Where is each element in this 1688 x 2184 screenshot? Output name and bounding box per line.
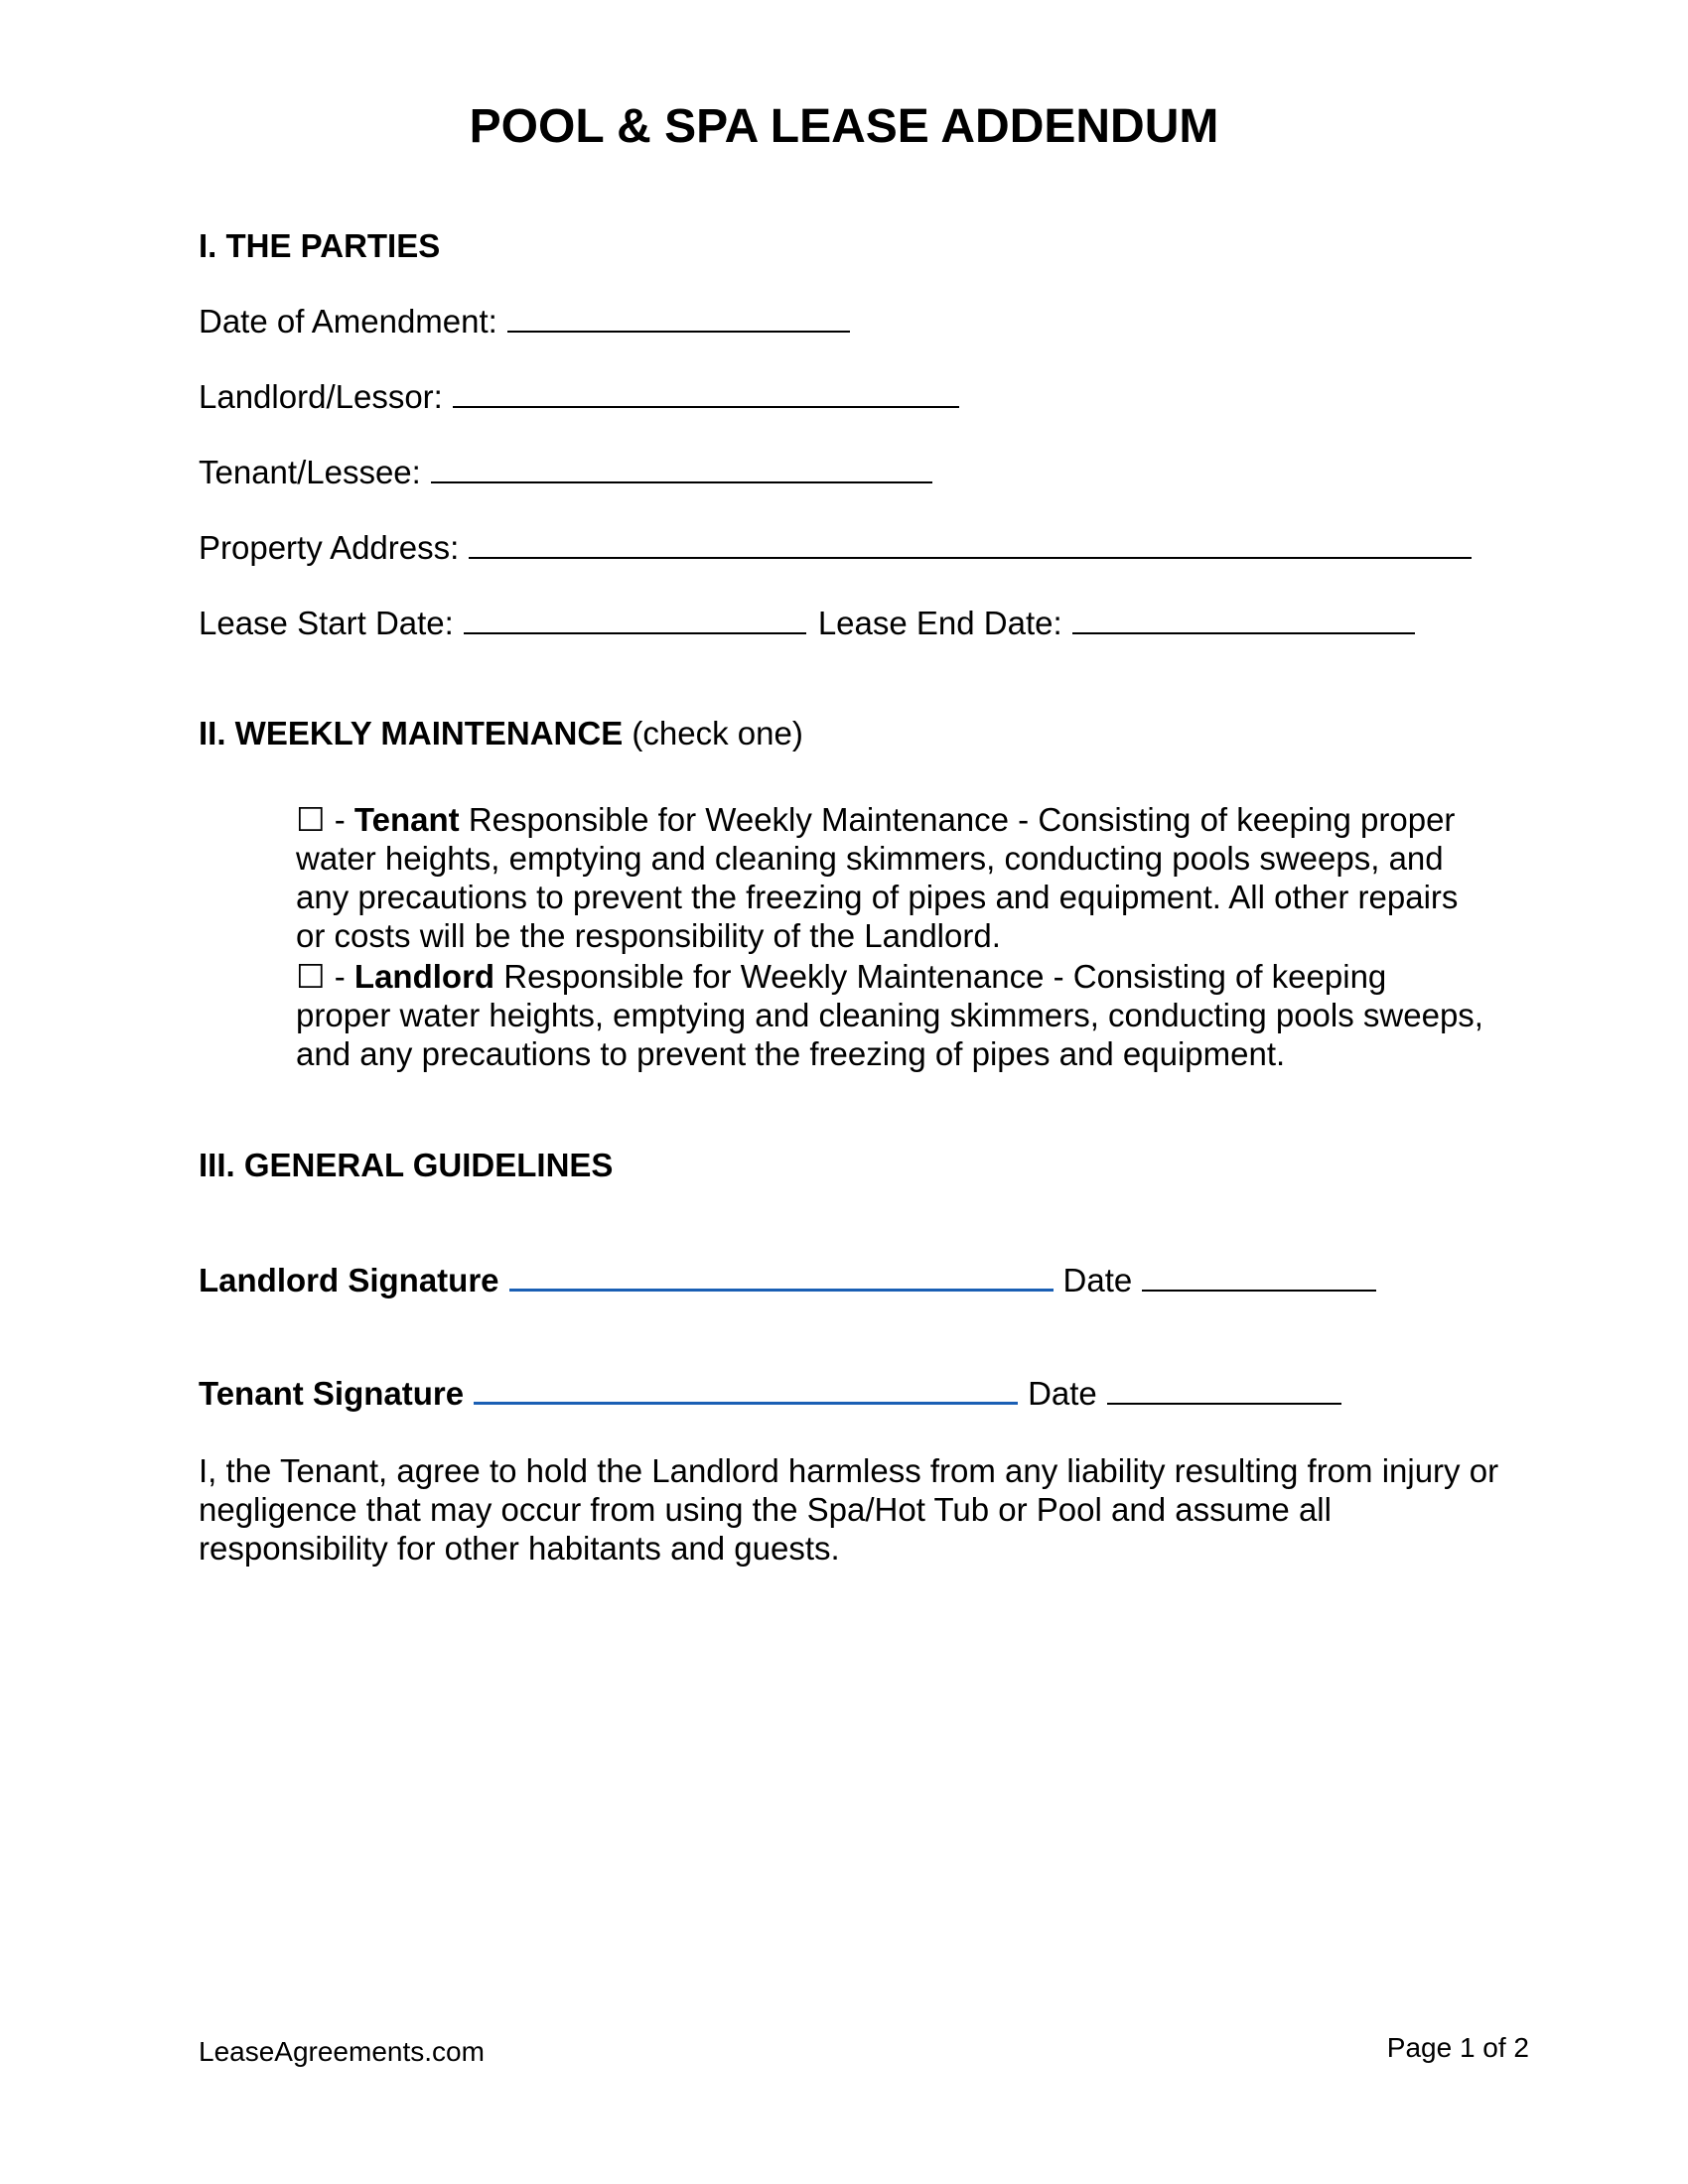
property-address-field[interactable] bbox=[469, 527, 1472, 559]
maintenance-heading-text: II. WEEKLY MAINTENANCE bbox=[199, 715, 624, 751]
document-title: POOL & SPA LEASE ADDENDUM bbox=[469, 100, 1219, 153]
date-of-amendment-label: Date of Amendment: bbox=[199, 303, 497, 340]
landlord-row bbox=[199, 376, 959, 417]
maintenance-option-landlord bbox=[296, 957, 1487, 1073]
tenant-date-label: Date bbox=[1028, 1375, 1097, 1412]
lease-dates-row bbox=[199, 603, 1415, 643]
footer-source: LeaseAgreements.com bbox=[199, 2036, 485, 2067]
lease-end-label: Lease End Date: bbox=[817, 605, 1062, 641]
tenant-row bbox=[199, 452, 932, 492]
tenant-field[interactable] bbox=[431, 452, 932, 483]
tenant-signature-field[interactable] bbox=[474, 1372, 1018, 1405]
option-dash: - bbox=[325, 958, 354, 995]
landlord-signature-row bbox=[199, 1259, 1376, 1300]
landlord-field[interactable] bbox=[453, 376, 959, 408]
landlord-date-label: Date bbox=[1062, 1262, 1133, 1298]
option-party-landlord: Landlord bbox=[353, 958, 495, 995]
option-text-tenant: Responsible for Weekly Maintenance - Consisting of keeping proper water heights, emptying and cleaning skimmers, conducting pools sweeps, and any precautions to prevent the freezing of pipes and equipment. All other repairs or costs will be the responsibility of the Landlord. bbox=[296, 801, 1459, 954]
section-guidelines-heading: III. GENERAL GUIDELINES bbox=[199, 1147, 614, 1183]
option-dash: - bbox=[325, 801, 354, 838]
date-of-amendment-field[interactable] bbox=[507, 301, 850, 333]
checkbox-landlord[interactable]: ☐ bbox=[296, 958, 326, 995]
lease-end-field[interactable] bbox=[1072, 603, 1415, 634]
tenant-signature-row bbox=[199, 1372, 1341, 1414]
maintenance-heading-note: (check one) bbox=[632, 715, 803, 751]
tenant-label: Tenant/Lessee: bbox=[199, 454, 421, 490]
landlord-signature-field[interactable] bbox=[509, 1259, 1054, 1292]
section-parties-heading: I. THE PARTIES bbox=[199, 227, 441, 264]
tenant-date-field[interactable] bbox=[1107, 1373, 1341, 1405]
checkbox-tenant[interactable]: ☐ bbox=[296, 801, 326, 838]
property-address-label: Property Address: bbox=[199, 529, 460, 566]
option-party-tenant: Tenant bbox=[353, 801, 460, 838]
landlord-label: Landlord/Lessor: bbox=[199, 378, 443, 415]
date-of-amendment-row bbox=[199, 301, 850, 341]
lease-start-label: Lease Start Date: bbox=[199, 605, 454, 641]
footer-page-number: Page 1 of 2 bbox=[1386, 2032, 1529, 2063]
agreement-paragraph: I, the Tenant, agree to hold the Landlord harmless from any liability resulting from injury or negligence that may occur from using the Spa/Hot Tub or Pool and assume all responsibility for other habitants and guests. bbox=[199, 1452, 1499, 1567]
property-address-row bbox=[199, 527, 1472, 568]
lease-start-field[interactable] bbox=[464, 603, 806, 634]
maintenance-option-tenant bbox=[296, 800, 1487, 955]
tenant-signature-label: Tenant Signature bbox=[199, 1375, 465, 1412]
landlord-signature-label: Landlord Signature bbox=[199, 1262, 499, 1298]
option-text-landlord: Responsible for Weekly Maintenance - Consisting of keeping proper water heights, emptying and cleaning skimmers, conducting pools sweeps, and any precautions to prevent the freezing of pipes and equipment. bbox=[296, 958, 1483, 1072]
section-maintenance-heading bbox=[199, 714, 803, 753]
landlord-date-field[interactable] bbox=[1142, 1260, 1376, 1292]
